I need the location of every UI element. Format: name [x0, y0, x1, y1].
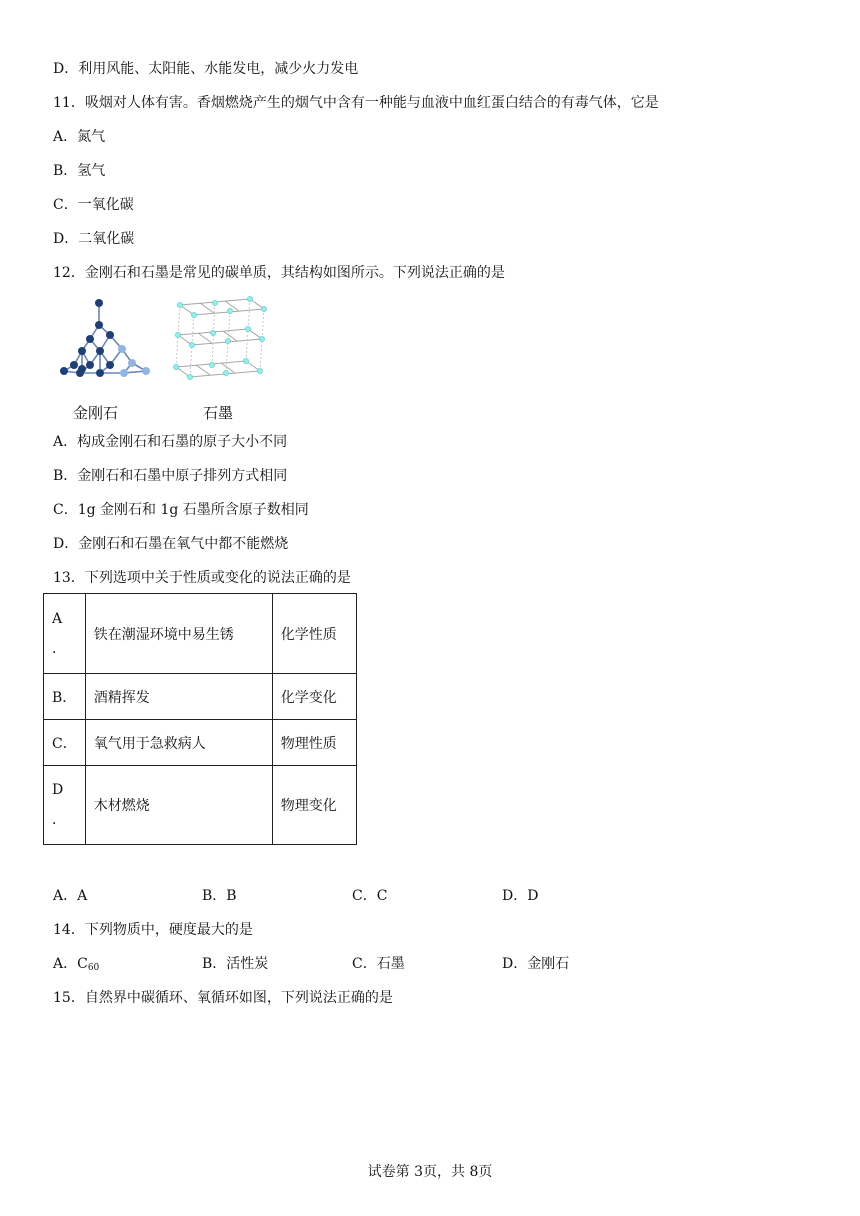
q13-option-c: C．C [352, 888, 388, 904]
q13-row-a-letter: A [52, 610, 63, 627]
q14-option-c: C．石墨 [352, 956, 405, 972]
table-row [44, 674, 357, 720]
table-row [44, 594, 357, 674]
table-row [44, 720, 357, 766]
q13-row-b-type: 化学变化 [272, 674, 356, 720]
q13-row-a-type: 化学性质 [272, 594, 356, 674]
q12-option-a: A．构成金刚石和石墨的原子大小不同 [53, 434, 288, 450]
diamond-structure-figure [52, 295, 160, 385]
q13-options [53, 886, 813, 906]
q12-option-b: B．金刚石和石墨中原子排列方式相同 [53, 468, 288, 484]
q13-row-a-dot: ． [52, 640, 66, 657]
q13-row-c-type: 物理性质 [272, 720, 356, 766]
q13-row-c-text: 氧气用于急救病人 [85, 720, 272, 766]
q11-option-b: B．氢气 [53, 163, 106, 179]
page-footer: 试卷第 3页，共 8页 [367, 1164, 493, 1180]
q13-row-d-dot: ． [52, 812, 66, 828]
q10-option-d: D．利用风能、太阳能、水能发电，减少火力发电 [53, 61, 359, 77]
q11-stem: 11．吸烟对人体有害。香烟燃烧产生的烟气中含有一种能与血液中血红蛋白结合的有毒气体，它是 [53, 95, 659, 111]
q13-option-a: A．A [53, 888, 88, 904]
q11-option-c: C．一氧化碳 [53, 197, 134, 213]
q11-option-d: D．二氧化碳 [53, 231, 135, 247]
q13-row-c-letter: C． [44, 720, 86, 766]
q13-option-b: B．B [202, 888, 237, 904]
q13-row-b-letter: B． [44, 674, 86, 720]
q14-options [53, 954, 813, 974]
table-row [44, 766, 357, 845]
q13-row-d-type: 物理变化 [272, 766, 356, 845]
q13-row-b-text: 酒精挥发 [85, 674, 272, 720]
q13-stem: 13．下列选项中关于性质或变化的说法正确的是 [53, 570, 351, 586]
q12-stem: 12．金刚石和石墨是常见的碳单质，其结构如图所示。下列说法正确的是 [53, 265, 505, 281]
q12-option-d: D．金刚石和石墨在氧气中都不能燃烧 [53, 536, 289, 552]
q13-row-d-letter: D [52, 782, 64, 798]
q11-option-a: A．氮气 [53, 129, 106, 145]
q14-option-d: D．金刚石 [502, 956, 570, 972]
q13-row-a-text: 铁在潮湿环境中易生锈 [85, 594, 272, 674]
q13-option-d: D．D [502, 888, 539, 904]
graphite-label: 石墨 [203, 404, 234, 422]
q14-option-a: A．$C_{60}$ [53, 956, 100, 973]
q13-table [43, 593, 357, 845]
q15-stem: 15．自然界中碳循环、氧循环如图，下列说法正确的是 [53, 990, 393, 1006]
graphite-structure-figure [170, 295, 268, 385]
diamond-label: 金刚石 [73, 404, 119, 422]
q14-option-b: B．活性炭 [202, 956, 269, 972]
q13-row-d-text: 木材燃烧 [85, 766, 272, 845]
q14-stem: 14．下列物质中，硬度最大的是 [53, 922, 253, 938]
q12-option-c: C．1g 金刚石和 1g 石墨所含原子数相同 [53, 502, 309, 518]
